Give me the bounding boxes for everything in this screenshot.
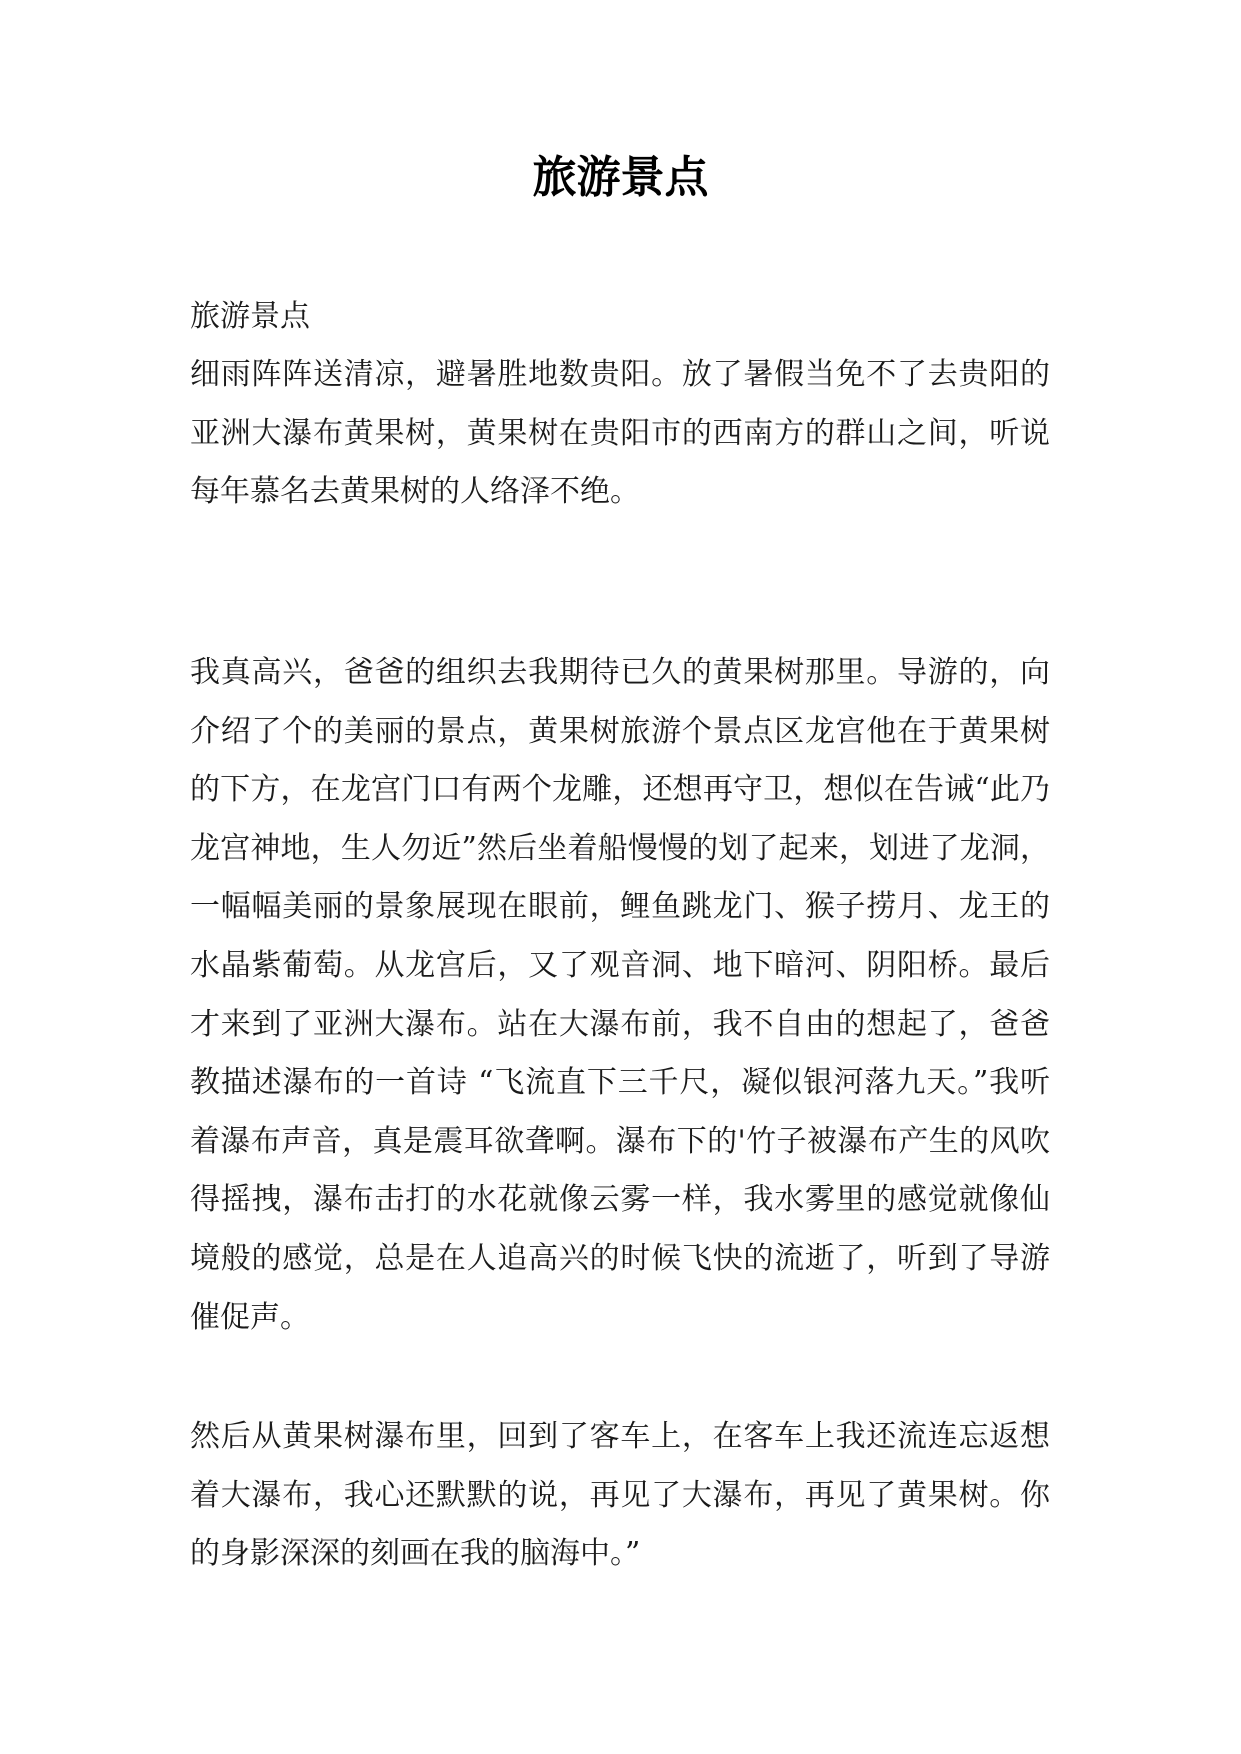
paragraph-main: 我真高兴，爸爸的组织去我期待已久的黄果树那里。导游的，向介绍了个的美丽的景点，黄果树旅游个景点区龙宫他在于黄果树的下方，在龙宫门口有两个龙雕，还想再守卫，想似在告诫“此乃龙宫神地，生人勿近”然后坐着船慢慢的划了起来，划进了龙洞，一幅幅美丽的景象展现在眼前，鲤鱼跳龙门、猴子捞月、龙王的水晶紫葡萄。从龙宫后，又了观音洞、地下暗河、阴阳桥。最后才来到了亚洲大瀑布。站在大瀑布前，我不自由的想起了，爸爸教描述瀑布的一首诗 “飞流直下三千尺，凝似银河落九天。”我听着瀑布声音，真是震耳欲聋啊。瀑布下的'竹子被瀑布产生的风吹得摇拽，瀑布击打的水花就像云雾一样，我水雾里的感觉就像仙境般的感觉，总是在人追高兴的时候飞快的流逝了，听到了导游催促声。 xyxy=(190,655,1050,1335)
document-title: 旅游景点 xyxy=(532,152,709,203)
paragraph-closing: 然后从黄果树瀑布里，回到了客车上，在客车上我还流连忘返想着大瀑布，我心还默默的说，再见了大瀑布，再见了黄果树。你的身影深深的刻画在我的脑海中。” xyxy=(190,1419,1050,1572)
paragraph-intro: 细雨阵阵送清凉，避暑胜地数贵阳。放了暑假当免不了去贵阳的亚洲大瀑布黄果树，黄果树在贵阳市的西南方的群山之间，听说每年慕名去黄果树的人络泽不绝。 xyxy=(190,357,1050,510)
document-subheading: 旅游景点 xyxy=(190,299,310,334)
